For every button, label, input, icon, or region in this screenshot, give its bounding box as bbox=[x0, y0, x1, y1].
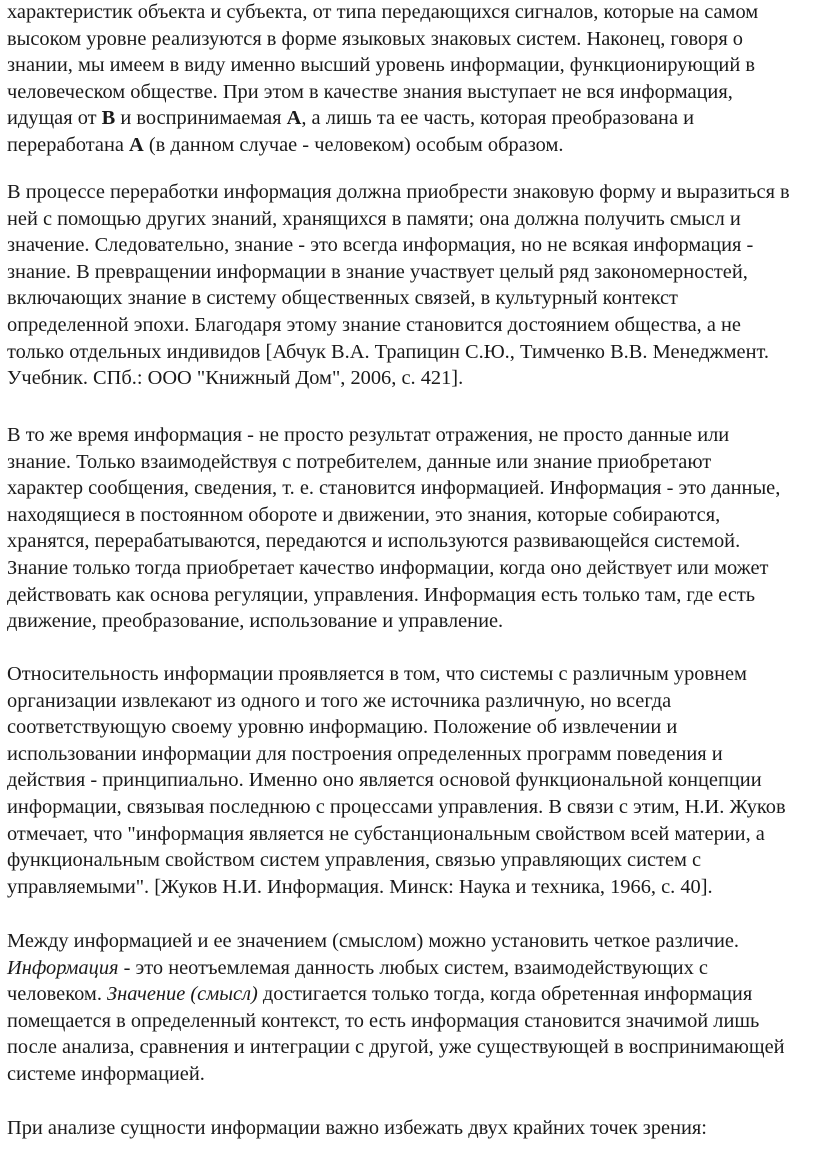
text-line bbox=[7, 821, 816, 848]
text-line bbox=[7, 608, 816, 635]
text-line bbox=[7, 105, 816, 132]
text-run: Между информацией и ее значением (смыслом) можно установить четкое различие. bbox=[7, 930, 740, 952]
text-line bbox=[7, 582, 816, 609]
text-run: знание. Только взаимодействуя с потребителем, данные или знание приобретают bbox=[7, 450, 712, 473]
bold-text: В bbox=[101, 107, 116, 130]
text-run: ней с помощью других знаний, хранящихся в памяти; она должна получить смысл и bbox=[7, 207, 741, 230]
text-line bbox=[7, 259, 816, 286]
text-run: движение, преобразование, использование и управление. bbox=[7, 610, 504, 633]
text-run: действовать как основа регуляции, управления. Информация есть только там, где есть bbox=[7, 583, 756, 606]
text-line bbox=[7, 79, 816, 106]
text-run: переработана bbox=[7, 133, 130, 156]
text-line bbox=[7, 767, 816, 794]
text-run: человеком. bbox=[7, 983, 108, 1006]
text-line bbox=[7, 502, 816, 529]
paragraph-5 bbox=[7, 928, 816, 1088]
text-line bbox=[7, 1034, 816, 1061]
text-line bbox=[7, 981, 816, 1008]
text-line bbox=[7, 179, 816, 206]
text-line bbox=[7, 285, 816, 312]
text-line bbox=[7, 1115, 816, 1142]
text-line bbox=[7, 422, 816, 449]
text-run: использовании информации для построения определенных программ поведения и bbox=[7, 742, 723, 765]
text-run: информации, связывая последнюю с процессами управления. В связи с этим, Н.И. Жуков bbox=[7, 795, 786, 818]
text-run: действия - принципиально. Именно оно является основой функциональной концепции bbox=[7, 769, 762, 792]
text-run: находящиеся в постоянном обороте и движении, это знания, которые собираются, bbox=[7, 503, 721, 526]
text-run: знании, мы имеем в виду именно высший уровень информации, функционирующий в bbox=[7, 54, 755, 77]
italic-text: Информация bbox=[7, 956, 119, 979]
text-run: Знание только тогда приобретает качество информации, когда оно действует или может bbox=[7, 556, 769, 579]
text-line bbox=[7, 339, 816, 366]
text-run: функциональным свойством систем управления, связью управляющих систем с bbox=[7, 849, 702, 872]
text-run: При анализе сущности информации важно избежать двух крайних точек зрения: bbox=[7, 1117, 707, 1139]
text-run: высоком уровне реализуются в форме языковых знаковых систем. Наконец, говоря о bbox=[7, 27, 743, 50]
text-run: , а лишь та ее часть, которая преобразована и bbox=[301, 107, 694, 130]
paragraph-6 bbox=[7, 1115, 816, 1142]
bold-text: А bbox=[286, 107, 302, 130]
text-run: В то же время информация - не просто результат отражения, не просто данные или bbox=[7, 424, 730, 446]
text-run: системе информацией. bbox=[7, 1062, 205, 1085]
text-run: хранятся, перерабатываются, передаются и используются развивающейся системой. bbox=[7, 530, 741, 553]
text-run: и воспринимаемая bbox=[115, 107, 287, 130]
text-line bbox=[7, 475, 816, 502]
text-line bbox=[7, 449, 816, 476]
text-run: помещается в определенный контекст, то есть информация становится значимой лишь bbox=[7, 1009, 760, 1032]
text-line bbox=[7, 874, 816, 901]
text-run: отмечает, что "информация является не субстанциональным свойством всей материи, а bbox=[7, 822, 765, 845]
paragraph-4 bbox=[7, 661, 816, 900]
text-run: (в данном случае - человеком) особым образом. bbox=[143, 133, 564, 156]
text-run: В процессе переработки информация должна приобрести знаковую форму и выразиться в bbox=[7, 181, 790, 203]
text-run: человеческом обществе. При этом в качестве знания выступает не вся информация, bbox=[7, 80, 733, 103]
text-line bbox=[7, 528, 816, 555]
text-run: соответствующую своему уровню информацию. Положение об извлечении и bbox=[7, 716, 678, 739]
text-line bbox=[7, 52, 816, 79]
text-run: Учебник. СПб.: ООО "Книжный Дом", 2006, с. 421]. bbox=[7, 367, 464, 390]
text-line bbox=[7, 232, 816, 259]
paragraph-1 bbox=[7, 0, 816, 159]
text-run: управляемыми". [Жуков Н.И. Информация. Минск: Наука и техника, 1966, с. 40]. bbox=[7, 875, 713, 898]
text-run: характеристик объекта и субъекта, от типа передающихся сигналов, которые на самом bbox=[7, 1, 759, 23]
bold-text: А bbox=[129, 133, 144, 156]
text-line bbox=[7, 365, 816, 392]
text-run: идущая от bbox=[7, 107, 102, 130]
text-run: только отдельных индивидов [Абчук В.А. Трапицин С.Ю., Тимченко В.В. Менеджмент. bbox=[7, 340, 769, 363]
text-line bbox=[7, 847, 816, 874]
text-line bbox=[7, 714, 816, 741]
text-line bbox=[7, 132, 816, 159]
text-line bbox=[7, 26, 816, 53]
text-run: после анализа, сравнения и интеграции с другой, уже существующей в воспринимающей bbox=[7, 1036, 785, 1059]
text-line bbox=[7, 1061, 816, 1088]
text-run: определенной эпохи. Благодаря этому знание становится достоянием общества, а не bbox=[7, 313, 741, 336]
text-line bbox=[7, 1008, 816, 1035]
text-line bbox=[7, 312, 816, 339]
text-line bbox=[7, 928, 816, 955]
text-line bbox=[7, 794, 816, 821]
text-line bbox=[7, 688, 816, 715]
text-line bbox=[7, 206, 816, 233]
text-line bbox=[7, 955, 816, 982]
text-run: характер сообщения, сведения, т. е. становится информацией. Информация - это данные, bbox=[7, 477, 781, 500]
text-run: включающих знание в систему общественных связей, в культурный контекст bbox=[7, 287, 678, 310]
text-line bbox=[7, 661, 816, 688]
text-run: достигается только тогда, когда обретенная информация bbox=[257, 983, 753, 1006]
text-line bbox=[7, 0, 816, 26]
text-line bbox=[7, 741, 816, 768]
text-run: - это неотъемлемая данность любых систем, взаимодействующих с bbox=[118, 956, 708, 979]
text-run: значение. Следовательно, знание - это всегда информация, но не всякая информация - bbox=[7, 234, 754, 257]
text-run: Относительность информации проявляется в том, что системы с различным уровнем bbox=[7, 663, 747, 685]
paragraph-3 bbox=[7, 422, 816, 635]
text-run: знание. В превращении информации в знание участвует целый ряд закономерностей, bbox=[7, 260, 748, 283]
text-line bbox=[7, 555, 816, 582]
text-run: организации извлекают из одного и того же источника различную, но всегда bbox=[7, 689, 672, 712]
paragraph-2 bbox=[7, 179, 816, 392]
italic-text: Значение (смысл) bbox=[107, 983, 258, 1006]
